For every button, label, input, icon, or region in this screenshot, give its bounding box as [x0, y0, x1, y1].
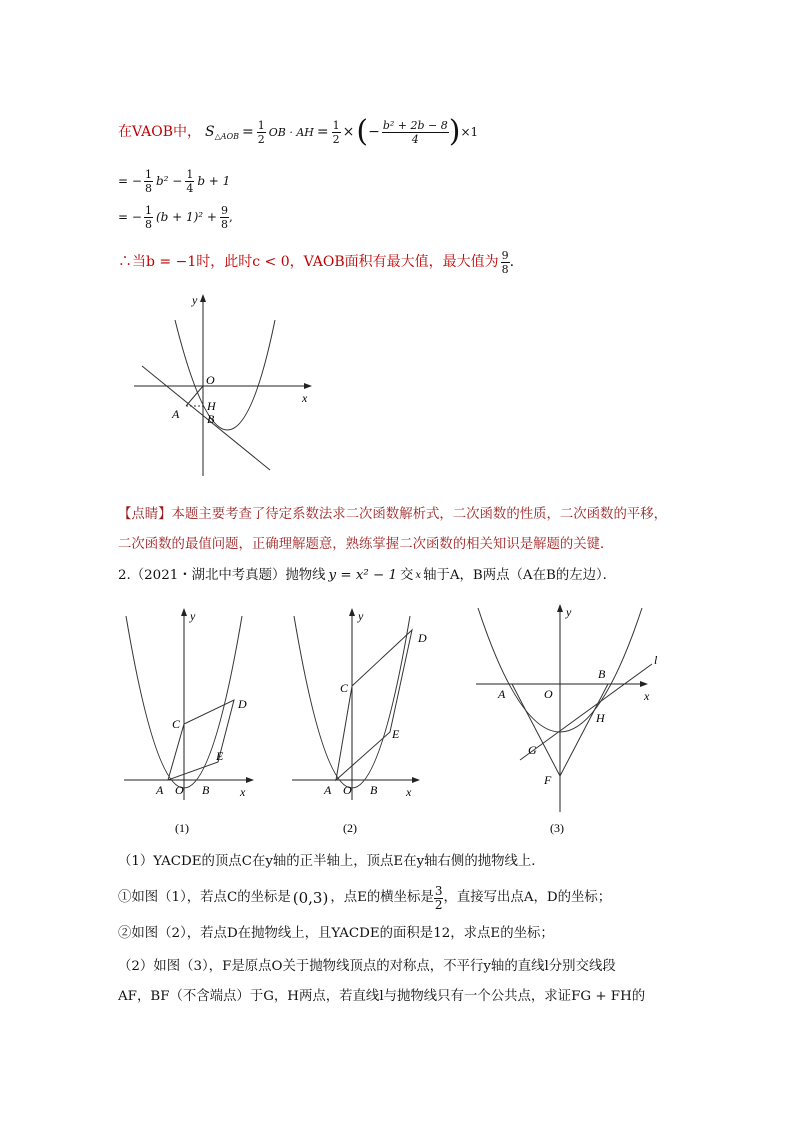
label-h: H: [207, 399, 216, 413]
figure-1: [118, 600, 268, 840]
comment-line-1: 【点睛】本题主要考查了待定系数法求二次函数解析式，二次函数的性质，二次函数的平移，: [118, 507, 668, 522]
b-squared-term: b² −: [155, 174, 183, 188]
label-a: A: [498, 687, 506, 701]
period: .: [509, 254, 515, 270]
label-x: x: [240, 785, 246, 799]
label-y: y: [190, 609, 196, 623]
question-1a-text: ①如图（1），若点C的坐标是: [118, 890, 291, 906]
question-2-line-2: AF，BF（不含端点）于G，H两点，若直线l与抛物线只有一个公共点，求证FG + FH的: [118, 989, 646, 1004]
label-y: y: [192, 293, 198, 307]
label-a: A: [156, 783, 164, 797]
fraction-numerator: 3: [434, 883, 443, 898]
caption: (3): [550, 821, 564, 835]
y-axis-arrow: [557, 604, 563, 612]
parallelogram-acde: [168, 700, 234, 780]
fraction-nine-eighths: [501, 249, 510, 276]
question-1a-text: ，直接写出点A，D的坐标；: [443, 890, 612, 906]
fraction-numerator: 1: [186, 167, 194, 181]
fraction-one-quarter: [185, 168, 194, 195]
fraction-denominator: 2: [257, 132, 265, 146]
solution-graph: [130, 290, 320, 480]
question-2-line-1: （2）如图（3），F是原点O关于抛物线顶点的对称点，不平行y轴的直线l分别交线段: [118, 959, 616, 974]
intro-text: 轴于: [423, 568, 450, 584]
caption: (1): [175, 821, 189, 835]
times-one: ×1: [460, 125, 479, 139]
b-linear-term: b + 1: [197, 174, 231, 188]
comment-block: [118, 500, 667, 560]
label-a: A: [324, 783, 332, 797]
fraction-one-half: [332, 119, 341, 146]
minus-sign: −: [368, 124, 380, 140]
label-l: l: [654, 653, 658, 667]
fraction-numerator: 9: [220, 203, 228, 217]
x-variable: x: [415, 570, 422, 581]
fraction-denominator: 8: [501, 262, 509, 276]
label-e: E: [216, 749, 224, 763]
equals-sign: =: [242, 124, 254, 140]
y-axis-arrow: [181, 608, 187, 616]
fraction-three-halves: [434, 885, 444, 912]
label-x: x: [406, 785, 412, 799]
simplify-line-1: [118, 166, 230, 196]
y-axis-arrow: [200, 294, 206, 302]
x-axis-arrow: [304, 383, 312, 389]
parallelogram-acde: [336, 630, 412, 780]
fraction-denominator: 8: [220, 217, 228, 231]
label-e: E: [392, 727, 400, 741]
label-g: G: [528, 743, 537, 757]
fraction-numerator: 1: [332, 118, 340, 132]
times-sign: ×: [342, 124, 355, 140]
label-a: A: [172, 407, 180, 421]
x-axis-arrow: [246, 777, 254, 783]
label-x: x: [644, 689, 650, 703]
x-axis-arrow: [640, 681, 648, 687]
figure-2: [286, 600, 436, 840]
line-l: [520, 664, 652, 760]
label-o: O: [343, 783, 352, 797]
equals-sign: =: [316, 124, 329, 140]
label-y: y: [358, 609, 364, 623]
label-d: D: [418, 631, 427, 645]
label-b: B: [202, 783, 210, 797]
fraction-one-eighth: [144, 168, 153, 195]
x-axis-arrow: [412, 777, 420, 783]
fraction-numerator: 1: [144, 203, 152, 217]
comment-line-2: 二次函数的最值问题，正确理解题意，熟练掌握二次函数的相关知识是解题的关键．: [118, 537, 614, 552]
label-o: O: [206, 373, 215, 387]
fraction-denominator: 8: [144, 181, 152, 195]
y-axis-arrow: [349, 608, 355, 616]
question-1a: [118, 882, 611, 914]
fraction-one-half: [257, 119, 266, 146]
vertex-form-term: (b + 1)² +: [155, 210, 217, 224]
comma: ,: [228, 210, 233, 224]
caption: (2): [343, 821, 357, 835]
fraction-numerator: 9: [501, 248, 509, 262]
intro-text: A，: [449, 568, 473, 584]
fraction-denominator: 2: [332, 132, 340, 146]
label-d: D: [238, 697, 247, 711]
simplify-line-2: [118, 200, 233, 234]
label-o: O: [544, 687, 553, 701]
label-x: x: [302, 391, 308, 405]
conclusion-line: [118, 244, 514, 280]
parabola-equation: y = x² − 1: [328, 568, 398, 584]
label-o: O: [175, 783, 184, 797]
paren-close: ): [448, 114, 461, 149]
fraction-one-eighth: [144, 204, 153, 231]
fraction-denominator: 8: [144, 217, 152, 231]
label-f: F: [544, 773, 552, 787]
conclusion-text: ∴当b = −1时，此时c < 0，VAOB面积有最大值，最大值为: [118, 254, 499, 270]
fraction-numerator: b² + 2b − 8: [382, 118, 448, 132]
area-formula-line: [118, 112, 478, 152]
segment-product: OB · AH: [268, 125, 314, 139]
fraction-denominator: 4: [186, 181, 194, 195]
intro-text: B两点（A在B的左边）．: [472, 568, 617, 584]
area-symbol: S: [205, 124, 215, 140]
label-y: y: [566, 605, 572, 619]
segment-ao: [186, 386, 203, 406]
fraction-inner: [382, 119, 449, 146]
problem-2-source: 2.（2021・湖北中考真题）抛物线: [118, 568, 326, 584]
label-h: H: [596, 711, 605, 725]
intro-text: 交: [400, 568, 414, 584]
question-1b: ②如图（2），若点D在抛物线上，且YACDE的面积是12，求点E的坐标；: [118, 926, 554, 941]
fraction-nine-eighths: [220, 204, 229, 231]
label-b: B: [370, 783, 378, 797]
question-1: （1）YACDE的顶点C在y轴的正半轴上，顶点E在y轴右侧的抛物线上．: [118, 854, 545, 869]
fraction-numerator: 1: [144, 167, 152, 181]
question-1a-text: ，点E的横坐标是: [330, 890, 434, 906]
fraction-numerator: 1: [257, 118, 265, 132]
segment-af: [512, 684, 560, 776]
area-subscript: △AOB: [214, 132, 240, 141]
segment-bf: [560, 684, 608, 776]
equals-minus: = −: [118, 210, 142, 224]
point-c-coordinates: (0,3): [292, 888, 329, 907]
label-c: C: [340, 681, 349, 695]
equals-minus: = −: [118, 174, 142, 188]
problem-2-intro: [118, 566, 616, 586]
parabola: [175, 320, 275, 430]
label-b: B: [598, 667, 606, 681]
fraction-denominator: 2: [434, 897, 443, 912]
fraction-denominator: 4: [411, 132, 419, 146]
area-prefix: 在VAOB中，: [118, 124, 202, 140]
question-2: [118, 952, 645, 1012]
paren-open: (: [356, 114, 369, 149]
label-c: C: [172, 717, 181, 731]
figure-3: [470, 600, 670, 840]
label-b: B: [207, 412, 215, 426]
